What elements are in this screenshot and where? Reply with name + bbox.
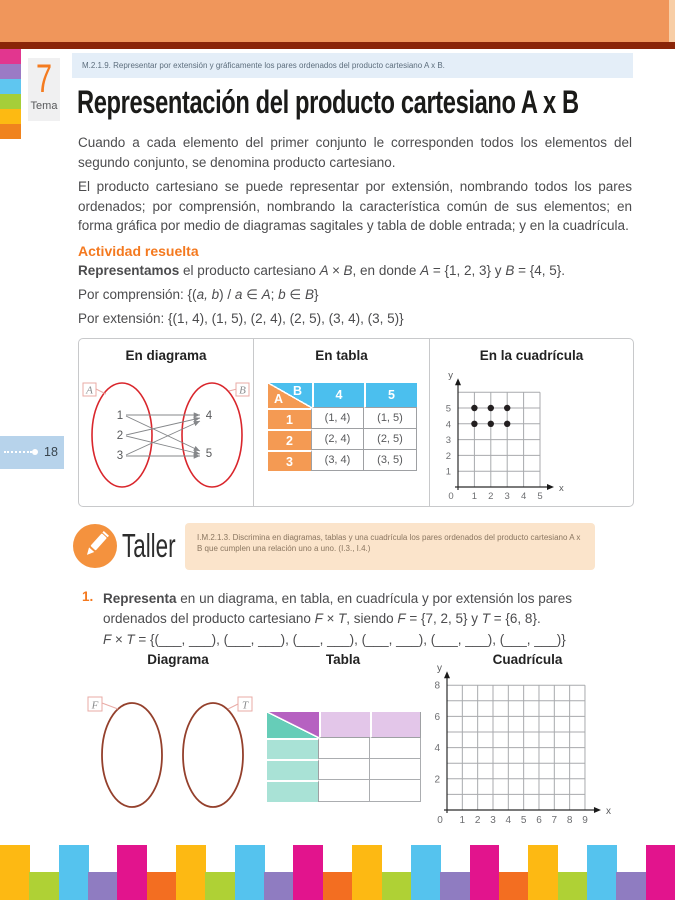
unit-color-tab xyxy=(0,109,21,124)
panel-diagram xyxy=(79,339,254,506)
set-a-label: A xyxy=(86,384,93,397)
footer-bar xyxy=(528,845,558,900)
svg-text:4: 4 xyxy=(445,419,451,431)
unit-color-tabs xyxy=(0,49,21,139)
set-f-label: F xyxy=(91,699,99,712)
svg-text:y: y xyxy=(448,370,453,382)
footer-bar xyxy=(616,872,646,900)
table-cell: (1, 4) xyxy=(312,408,364,429)
exercise-table-corner[interactable] xyxy=(267,712,319,738)
svg-text:4: 4 xyxy=(520,491,527,502)
footer-bar xyxy=(88,872,118,900)
svg-text:5: 5 xyxy=(520,815,527,826)
footer-bar xyxy=(176,845,206,900)
table-cell: (2, 4) xyxy=(312,429,364,450)
row-header: 1 xyxy=(268,408,312,429)
page-number-tab xyxy=(0,436,64,469)
exercise-row-header[interactable] xyxy=(267,780,319,802)
set-t-ellipse[interactable] xyxy=(183,703,243,807)
unit-color-tab xyxy=(0,79,21,94)
cartesian-product-table xyxy=(268,383,417,471)
unit-color-tab xyxy=(0,94,21,109)
taller-indicator-note: I.M.2.1.3. Discrimina en diagramas, tablas y una cuadrícula los pares ordenados del producto cartesiano A x B que cumplen una relación uno a uno. (I.3., I.4.) xyxy=(185,523,595,570)
footer-bar xyxy=(293,845,323,900)
table-corner-cell xyxy=(268,383,312,408)
exercise-col-header[interactable] xyxy=(319,712,370,738)
exercise-cell[interactable] xyxy=(319,759,370,780)
exercise-cell[interactable] xyxy=(319,780,370,802)
activity-line-1: Representamos el producto cartesiano A × B, en donde A = {1, 2, 3} y B = {4, 5}. xyxy=(78,263,565,278)
tema-number: 7 xyxy=(35,57,53,101)
footer-bar xyxy=(117,845,147,900)
svg-text:1: 1 xyxy=(445,466,451,478)
sagittal-diagram xyxy=(79,357,253,504)
footer-bar xyxy=(323,872,353,900)
svg-text:7: 7 xyxy=(551,815,558,826)
element-5: 5 xyxy=(205,448,213,460)
page-title: Representación del producto cartesiano A x B xyxy=(77,84,579,120)
page-number: 18 xyxy=(44,445,58,459)
coordinate-grid-solved xyxy=(430,359,634,504)
activity-line-3: Por extensión: {(1, 4), (1, 5), (2, 4), (2, 5), (3, 4), (3, 5)} xyxy=(78,311,404,326)
top-dark-red-strip xyxy=(0,42,675,49)
element-3: 3 xyxy=(116,450,124,462)
svg-text:2: 2 xyxy=(445,450,451,462)
solved-activity-figure xyxy=(78,338,634,507)
intro-paragraph-1: Cuando a cada elemento del primer conjunto le corresponden todos los elementos del segundo conjunto, se denomina producto cartesiano. xyxy=(78,135,632,170)
panel-grid xyxy=(430,339,633,506)
panel-grid-title: En la cuadrícula xyxy=(479,348,584,363)
exercise-coordinate-grid[interactable] xyxy=(425,648,640,828)
exercise-cell[interactable] xyxy=(370,759,421,780)
svg-text:3: 3 xyxy=(490,815,496,826)
pencil-icon xyxy=(73,524,117,568)
svg-text:2: 2 xyxy=(434,774,440,786)
dotted-line xyxy=(4,451,32,453)
taller-badge xyxy=(73,524,117,568)
exercise-row-header[interactable] xyxy=(267,759,319,780)
footer-bar xyxy=(411,845,441,900)
svg-text:2: 2 xyxy=(474,815,481,826)
exercise-cell[interactable] xyxy=(370,738,421,759)
intro-paragraph-2: El producto cartesiano se puede representar por extensión, nombrando todos los pares ordenados; por comprensión, nombrando la característica común de sus elementos; en forma gráfica por medio de diagramas sagitales y tabla de doble entrada; y en la cuadrícula. xyxy=(78,179,632,233)
heading-diagrama: Diagrama xyxy=(147,652,209,667)
footer-bar xyxy=(352,845,382,900)
footer-bar xyxy=(147,872,177,900)
svg-text:x: x xyxy=(559,483,564,494)
footer-color-bars xyxy=(0,845,675,900)
top-band-edge xyxy=(669,0,675,42)
exercise-statement: Representa en un diagrama, en tabla, en cuadrícula y por extensión los pares ordenados del producto cartesiano F × T, siendo F = {7, 2, 5} y T = {6, 8}. xyxy=(103,591,573,626)
footer-bar xyxy=(646,845,675,900)
footer-bar xyxy=(499,872,529,900)
footer-bar xyxy=(470,845,500,900)
table-cell: (1, 5) xyxy=(364,408,417,429)
taller-label: Taller xyxy=(122,527,176,564)
top-orange-band xyxy=(0,0,675,42)
footer-bar xyxy=(205,872,235,900)
svg-text:5: 5 xyxy=(445,403,451,415)
exercise-table[interactable] xyxy=(267,712,421,802)
element-4: 4 xyxy=(205,410,213,422)
pair-arrows xyxy=(126,415,200,456)
unit-color-tab xyxy=(0,49,21,64)
exercise-cell[interactable] xyxy=(319,738,370,759)
footer-bar xyxy=(29,872,59,900)
row-header: 2 xyxy=(268,429,312,450)
svg-text:4: 4 xyxy=(505,815,512,826)
tema-badge xyxy=(28,58,60,121)
exercise-row-header[interactable] xyxy=(267,738,319,759)
set-b-ellipse xyxy=(182,383,242,487)
col-header: 4 xyxy=(312,383,364,408)
footer-bar xyxy=(382,872,412,900)
footer-bar xyxy=(558,872,588,900)
svg-text:2: 2 xyxy=(488,491,494,502)
footer-bar xyxy=(0,845,30,900)
set-t-label: T xyxy=(241,699,249,712)
set-b-label: B xyxy=(239,384,246,397)
footer-bar xyxy=(59,845,89,900)
heading-cuadricula: Cuadrícula xyxy=(492,652,563,667)
dot xyxy=(32,449,38,455)
svg-text:x: x xyxy=(605,806,611,817)
svg-text:6: 6 xyxy=(536,815,542,826)
svg-text:6: 6 xyxy=(434,711,440,723)
svg-text:3: 3 xyxy=(504,491,510,502)
unit-color-tab xyxy=(0,124,21,139)
unit-color-tab xyxy=(0,64,21,79)
footer-bar xyxy=(264,872,294,900)
footer-bar xyxy=(235,845,265,900)
exercise-number: 1. xyxy=(82,589,94,604)
table-cell: (3, 4) xyxy=(312,450,364,471)
activity-line-2: Por comprensión: {(a, b) / a ∈ A; b ∈ B} xyxy=(78,287,319,302)
corner-col-label: B xyxy=(292,384,302,398)
svg-text:5: 5 xyxy=(537,491,543,502)
panel-diagram-title: En diagrama xyxy=(125,348,207,363)
exercise-blank-equation[interactable]: F × T = {(___, ___), (___, ___), (___, ___), (___, ___), (___, ___), (___, ___)} xyxy=(103,632,566,647)
heading-tabla: Tabla xyxy=(325,652,361,667)
table-cell: (3, 5) xyxy=(364,450,417,471)
element-1: 1 xyxy=(116,410,124,422)
standard-code-strip: M.2.1.9. Representar por extensión y gráficamente los pares ordenados del producto cartesiano A x B. xyxy=(72,53,633,78)
panel-table xyxy=(254,339,430,506)
activity-heading: Actividad resuelta xyxy=(78,243,199,259)
footer-bar xyxy=(587,845,617,900)
exercise-cell[interactable] xyxy=(370,780,421,802)
set-f-ellipse[interactable] xyxy=(102,703,162,807)
table-cell: (2, 5) xyxy=(364,429,417,450)
svg-text:3: 3 xyxy=(445,435,451,447)
element-2: 2 xyxy=(116,430,124,442)
panel-table-title: En tabla xyxy=(315,348,368,363)
svg-text:9: 9 xyxy=(582,815,588,826)
tema-label: Tema xyxy=(30,100,58,112)
svg-text:8: 8 xyxy=(566,815,573,826)
exercise-col-header[interactable] xyxy=(370,712,421,738)
row-header: 3 xyxy=(268,450,312,471)
svg-text:0: 0 xyxy=(437,815,443,826)
col-header: 5 xyxy=(364,383,417,408)
svg-text:4: 4 xyxy=(434,743,440,755)
svg-text:1: 1 xyxy=(471,491,478,502)
exercise-diagram[interactable] xyxy=(80,690,260,815)
corner-row-label: A xyxy=(274,392,284,406)
svg-text:0: 0 xyxy=(448,491,454,502)
svg-text:y: y xyxy=(437,663,442,675)
svg-text:1: 1 xyxy=(459,815,466,826)
footer-bar xyxy=(440,872,470,900)
svg-text:8: 8 xyxy=(434,680,440,692)
